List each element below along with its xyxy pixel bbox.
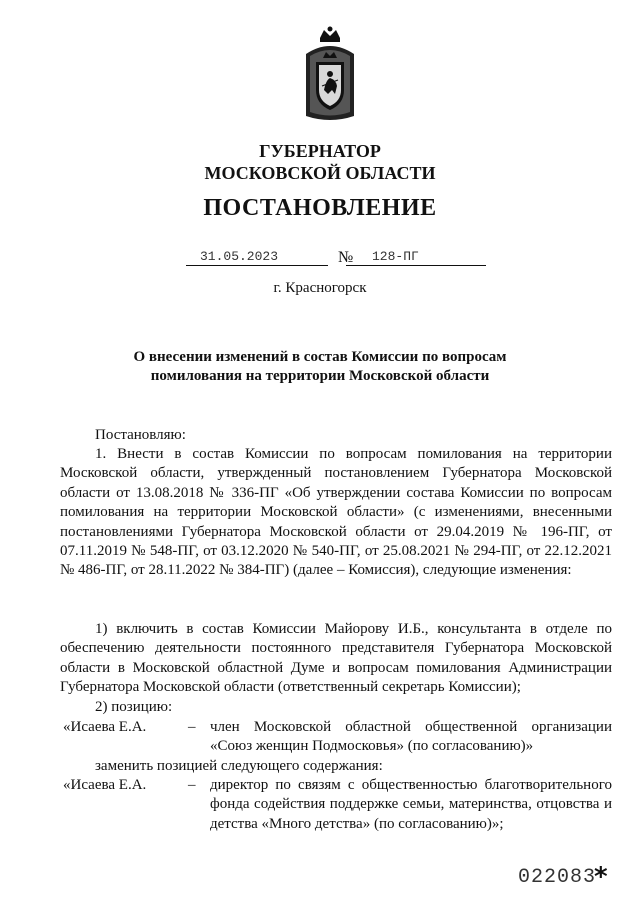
authority-title-line2: МОСКОВСКОЙ ОБЛАСТИ (204, 163, 436, 183)
document-type-title: ПОСТАНОВЛЕНИЕ (203, 195, 437, 221)
new-position-name: «Исаева Е.А. (63, 777, 147, 793)
paragraph-1-item-1: 1) включить в состав Комиссии Майорову И.Б., консультанта в отделе по обеспечению деятельности постоянного представителя Губернатора Московской области в Московской областной Думе и вопросам помилования Администрации Губернатора Московской области (ответственный секретарь Комиссии); (60, 621, 612, 696)
asterisk-mark: * (594, 862, 608, 892)
paragraph-1-item-2: 2) позицию: (95, 699, 173, 715)
date-underline (186, 265, 328, 266)
old-position-dash: – (188, 719, 196, 735)
document-date: 31.05.2023 (200, 249, 279, 264)
replace-instruction: заменить позицией следующего содержания: (95, 758, 383, 774)
number-underline (346, 265, 486, 266)
coat-of-arms-emblem (302, 24, 358, 124)
old-position-description: член Московской областной общественной организации «Союз женщин Подмосковья» (по согласованию)» (210, 719, 612, 755)
serial-number: 022083 (518, 866, 597, 889)
subject-line1: О внесении изменений в состав Комиссии по вопросам (133, 349, 507, 365)
new-position-description: директор по связям с общественностью благотворительного фонда содействия поддержке семьи, материнства, отцовства и детства «Много детства» (по согласованию)»; (210, 777, 612, 832)
authority-title-line1: ГУБЕРНАТОР (259, 141, 381, 161)
decree-word: Постановляю: (95, 427, 186, 443)
paragraph-1: 1. Внести в состав Комиссии по вопросам помилования на территории Московской области, утвержденный постановлением Губернатора Московской области от 13.08.2018 № 336-ПГ «Об утверждении состава Комиссии по вопросам помилования на территории Московской области» (с изменениями, внесенными постановлениями Губернатора Московской области от 29.04.2019 № 196-ПГ, от 07.11.2019 № 548-ПГ, от 03.12.2020 № 540-ПГ, от 25.08.2021 № 294-ПГ, от 22.12.2021 № 486-ПГ, от 28.11.2022 № 384-ПГ) (далее – Комиссия), следующие изменения: (60, 446, 612, 579)
old-position-name: «Исаева Е.А. (63, 719, 147, 735)
number-sign: № (338, 249, 354, 266)
document-number: 128-ПГ (372, 249, 419, 264)
new-position-dash: – (188, 777, 196, 793)
subject-line2: помилования на территории Московской области (150, 368, 490, 384)
city: г. Красногорск (273, 280, 367, 296)
